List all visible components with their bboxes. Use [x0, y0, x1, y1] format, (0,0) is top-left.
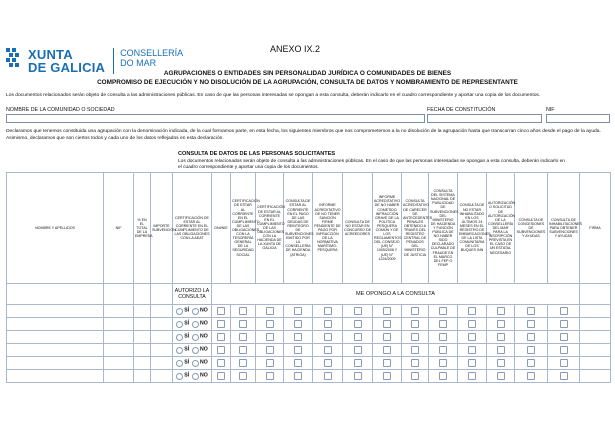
yes-radio[interactable]: [176, 360, 183, 367]
oppose-checkbox[interactable]: [468, 320, 476, 328]
yes-label: SÍ: [184, 372, 190, 379]
consult-section-title: CONSULTA DE DATOS DE LAS PERSONAS SOLICITANTES: [178, 151, 336, 157]
no-label: NO: [200, 346, 208, 353]
oppose-cell: [548, 357, 580, 370]
oppose-checkbox[interactable]: [439, 333, 447, 341]
oppose-checkbox[interactable]: [560, 320, 568, 328]
oppose-cell: [313, 318, 343, 331]
yes-radio[interactable]: [176, 373, 183, 380]
member-field-cell[interactable]: [134, 331, 151, 344]
oppose-cell: [313, 344, 343, 357]
oppose-checkbox[interactable]: [383, 333, 391, 341]
oppose-checkbox[interactable]: [411, 359, 419, 367]
member-field-cell[interactable]: [7, 357, 104, 370]
oppose-cell: [231, 344, 256, 357]
oppose-cell: [487, 344, 515, 357]
column-header: INFORME ACREDITATIVO DE NO TENER SANCIÓN FIRME PENDIENTE DE PAGO POR INFRACCIÓN DE LA NORMATIVA MARÍTIMO-PESQUERA: [313, 173, 343, 284]
oppose-cell: [487, 305, 515, 318]
oppose-checkbox[interactable]: [354, 346, 362, 354]
oppose-checkbox[interactable]: [217, 359, 225, 367]
oppose-checkbox[interactable]: [527, 372, 535, 380]
oppose-cell: [313, 357, 343, 370]
form-title: AGRUPACIONES O ENTIDADES SIN PERSONALIDAD JURÍDICA O COMUNIDADES DE BIENES: [163, 70, 452, 77]
oppose-cell: [313, 305, 343, 318]
oppose-cell: [231, 357, 256, 370]
oppose-cell: [343, 370, 373, 383]
oppose-checkbox[interactable]: [354, 320, 362, 328]
oppose-checkbox[interactable]: [239, 320, 247, 328]
oppose-checkbox[interactable]: [266, 307, 274, 315]
oppose-checkbox[interactable]: [497, 372, 505, 380]
oppose-cell: [256, 305, 284, 318]
form-subtitle: COMPROMISO DE EJECUCIÓN Y NO DISOLUCIÓN DE LA AGRUPACIÓN, CONSULTA DE DATOS Y NOMBRAMIENTO DE REPRESENTANTE: [97, 79, 518, 86]
no-label: NO: [200, 320, 208, 327]
oppose-checkbox[interactable]: [324, 346, 332, 354]
no-radio[interactable]: [192, 308, 199, 315]
oppose-cell: [343, 357, 373, 370]
column-header: NIF: [104, 173, 134, 284]
oppose-checkbox[interactable]: [560, 359, 568, 367]
oppose-cell: [212, 305, 231, 318]
logo-line-1: XUNTA: [28, 47, 73, 62]
member-field-cell[interactable]: [7, 305, 104, 318]
signature-cell[interactable]: [580, 370, 611, 383]
yes-no-group: [176, 308, 208, 314]
member-row: [7, 331, 611, 344]
oppose-checkbox[interactable]: [560, 333, 568, 341]
signature-cell[interactable]: [580, 305, 611, 318]
column-header: CONSULTA DE NO ESTAR INHABILITADO EN LOS ÚLTIMOS 24 MESES EN EL REGISTRO DE EMBARCACIONES DE LA LISTA COMUNITARIA DE LOS BUQUES INN: [458, 173, 487, 284]
constitution-date-label: FECHA DE CONSTITUCIÓN: [427, 107, 496, 113]
oppose-cell: [402, 344, 429, 357]
table-header-row: [7, 173, 611, 284]
member-field-cell[interactable]: [7, 331, 104, 344]
oppose-cell: [402, 357, 429, 370]
community-name-field[interactable]: [6, 114, 425, 123]
oppose-checkbox[interactable]: [383, 320, 391, 328]
oppose-checkbox[interactable]: [527, 346, 535, 354]
oppose-checkbox[interactable]: [439, 346, 447, 354]
member-field-cell[interactable]: [104, 370, 134, 383]
no-label: NO: [200, 372, 208, 379]
column-header: CONSULTA DE CONCESIONES DE SUBVENCIONES Y AYUDAS: [515, 173, 548, 284]
oppose-checkbox[interactable]: [497, 307, 505, 315]
oppose-cell: [373, 331, 402, 344]
consult-section-text: Los documentos relacionados serán objeto de consulta a las administraciones públicas. En el caso de que las personas interesadas se opongan a esta consulta, deberán indicarlo en el cuadro correspondiente y aportar una copia de los documentos.: [178, 159, 565, 171]
column-header: DNI/NIE: [212, 173, 231, 284]
oppose-checkbox[interactable]: [239, 346, 247, 354]
oppose-checkbox[interactable]: [439, 320, 447, 328]
oppose-cell: [256, 370, 284, 383]
column-header: CONSULTA ACREDITATIVO DE CARECER DE ANTECEDENTES PENALES OBTENIDO A TRAVÉS DEL REGISTRO CENTRAL DE PENADOS DEL MINISTERIO DE JUSTICIA: [402, 173, 429, 284]
member-field-cell[interactable]: [134, 318, 151, 331]
oppose-checkbox[interactable]: [527, 307, 535, 315]
yes-no-group: [176, 321, 208, 327]
oppose-checkbox[interactable]: [294, 333, 302, 341]
oppose-cell: [402, 318, 429, 331]
oppose-cell: [284, 370, 313, 383]
table-subheader-row: [7, 284, 611, 305]
declaration-text: Declaramos que tenemos constituida una agrupación con la denominación indicada, de la cual formamos parte, en esta fecha, los siguientes miembros que nos comprometemos a la no disolución de la agrupación hasta que transcurran cinco años desde el pago de la ayuda. Asimismo, declaramos que son ciertos todos y cada uno de los datos reflejados en esta declaración.: [6, 129, 601, 141]
member-field-cell[interactable]: [151, 318, 173, 331]
oppose-cell: [458, 370, 487, 383]
no-radio[interactable]: [192, 321, 199, 328]
oppose-checkbox[interactable]: [217, 346, 225, 354]
member-field-cell[interactable]: [7, 370, 104, 383]
yes-no-group: [176, 360, 208, 366]
column-header: CONSULTA DE ESTAR AL CORRIENTE EN EL PAGO DE LAS DEUDAS DE REINTEGRO DE SUBVENCIONES EMITIDO POR LA CONSELLERÍA DE HACIENDA (ATRIGA): [284, 173, 313, 284]
oppose-cell: [458, 305, 487, 318]
member-field-cell[interactable]: [134, 305, 151, 318]
oppose-cell: [284, 331, 313, 344]
oppose-checkbox[interactable]: [266, 372, 274, 380]
oppose-cell: [548, 370, 580, 383]
oppose-checkbox[interactable]: [497, 333, 505, 341]
constitution-date-field[interactable]: [427, 114, 542, 123]
oppose-cell: [231, 370, 256, 383]
oppose-cell: [515, 344, 548, 357]
no-radio[interactable]: [192, 360, 199, 367]
oppose-cell: [515, 305, 548, 318]
signature-cell[interactable]: [580, 331, 611, 344]
oppose-checkbox[interactable]: [324, 359, 332, 367]
oppose-cell: [487, 357, 515, 370]
oppose-cell: [515, 318, 548, 331]
oppose-cell: [343, 305, 373, 318]
oppose-cell: [429, 305, 458, 318]
oppose-checkbox[interactable]: [468, 307, 476, 315]
member-row: [7, 344, 611, 357]
column-header: NOMBRE Y APELLIDOS: [7, 173, 104, 284]
yes-radio[interactable]: [176, 334, 183, 341]
oppose-cell: [458, 318, 487, 331]
xunta-emblem-icon: [6, 48, 24, 70]
oppose-cell: [231, 318, 256, 331]
yes-no-group: [176, 334, 208, 340]
oppose-cell: [429, 370, 458, 383]
oppose-checkbox[interactable]: [497, 359, 505, 367]
oppose-cell: [231, 305, 256, 318]
oppose-checkbox[interactable]: [497, 346, 505, 354]
oppose-checkbox[interactable]: [294, 372, 302, 380]
column-header: INFORME ACREDITATIVO DE NO HABER COMETIDO INFRACCIÓN GRAVE DE LA POLÍTICA PESQUERA COMÚN Y DE LOS REGLAMENTOS DEL CONSEJO (UE) N° 1005/2008 Y (UE) N° 1224/2009: [373, 173, 402, 284]
member-field-cell[interactable]: [134, 357, 151, 370]
oppose-checkbox[interactable]: [324, 307, 332, 315]
member-field-cell[interactable]: [151, 357, 173, 370]
oppose-checkbox[interactable]: [411, 307, 419, 315]
authorize-yes-no: [173, 357, 212, 370]
signature-cell[interactable]: [580, 318, 611, 331]
oppose-cell: [402, 370, 429, 383]
oppose-checkbox[interactable]: [354, 359, 362, 367]
community-name-label: NOMBRE DE LA COMUNIDAD O SOCIEDAD: [6, 107, 115, 113]
signature-cell[interactable]: [580, 344, 611, 357]
oppose-checkbox[interactable]: [383, 359, 391, 367]
yes-radio[interactable]: [176, 347, 183, 354]
oppose-cell: [515, 331, 548, 344]
yes-label: SÍ: [184, 320, 190, 327]
column-header: CONSULTA DEL SISTEMA NACIONAL DE PUBLICIDAD DE SUBVENCIONES DEL MINISTERIO DE HACIENDA Y FUNCIÓN PÚBLICA DE NO HABER SIDO DECLARADO CULPABLE DE FRAUDE EN EL MARCO DEL FEP O FEMP: [429, 173, 458, 284]
oppose-checkbox[interactable]: [266, 320, 274, 328]
oppose-cell: [373, 357, 402, 370]
member-row: [7, 305, 611, 318]
member-field-cell[interactable]: [134, 370, 151, 383]
column-header: AUTORIZACIÓN O SOLICITUD DE AUTORIZACIÓN DE LA CONSELLERÍA DEL MAR PARA LA INSCRIPCIÓN PREVISTA EN EL CASO DE UN ESTATAL NECESARIO: [487, 173, 515, 284]
oppose-checkbox[interactable]: [239, 307, 247, 315]
members-table: [6, 172, 611, 383]
column-header: CERTIFICACIÓN DE ESTAR AL CORRIENTE EN EL CUMPLIMIENTO DE LAS OBLIGACIONES CON LA AEAT: [173, 173, 212, 284]
oppose-cell: [212, 370, 231, 383]
oppose-checkbox[interactable]: [560, 307, 568, 315]
yes-radio[interactable]: [176, 308, 183, 315]
oppose-cell: [284, 305, 313, 318]
oppose-checkbox[interactable]: [354, 372, 362, 380]
oppose-checkbox[interactable]: [527, 333, 535, 341]
oppose-checkbox[interactable]: [411, 346, 419, 354]
oppose-cell: [402, 305, 429, 318]
oppose-checkbox[interactable]: [468, 333, 476, 341]
oppose-cell: [231, 331, 256, 344]
member-field-cell[interactable]: [104, 318, 134, 331]
oppose-checkbox[interactable]: [354, 333, 362, 341]
oppose-cell: [548, 318, 580, 331]
member-field-cell[interactable]: [151, 370, 173, 383]
oppose-checkbox[interactable]: [266, 333, 274, 341]
member-field-cell[interactable]: [7, 344, 104, 357]
oppose-cell: [429, 357, 458, 370]
oppose-cell: [429, 344, 458, 357]
nif-label: NIF: [546, 107, 555, 113]
oppose-cell: [548, 331, 580, 344]
oppose-checkbox[interactable]: [411, 333, 419, 341]
department-line-2: DO MAR: [120, 58, 157, 68]
member-field-cell[interactable]: [7, 318, 104, 331]
oppose-checkbox[interactable]: [266, 359, 274, 367]
oppose-cell: [429, 331, 458, 344]
logo-line-2: DE GALICIA: [28, 60, 106, 75]
oppose-checkbox[interactable]: [324, 372, 332, 380]
member-field-cell[interactable]: [104, 357, 134, 370]
oppose-checkbox[interactable]: [468, 359, 476, 367]
oppose-cell: [373, 344, 402, 357]
authorize-yes-no: [173, 344, 212, 357]
oppose-cell: [515, 370, 548, 383]
yes-label: SÍ: [184, 333, 190, 340]
oppose-cell: [212, 357, 231, 370]
member-field-cell[interactable]: [151, 331, 173, 344]
no-label: NO: [200, 333, 208, 340]
oppose-checkbox[interactable]: [239, 359, 247, 367]
member-row: [7, 318, 611, 331]
oppose-consult-header: ME OPONGO A LA CONSULTA: [212, 284, 580, 305]
oppose-cell: [284, 318, 313, 331]
oppose-checkbox[interactable]: [324, 333, 332, 341]
column-header: % EN EL TOTAL DE LA EMPRESA: [134, 173, 151, 284]
oppose-checkbox[interactable]: [239, 372, 247, 380]
member-field-cell[interactable]: [151, 305, 173, 318]
member-field-cell[interactable]: [151, 344, 173, 357]
oppose-checkbox[interactable]: [383, 372, 391, 380]
yes-label: SÍ: [184, 307, 190, 314]
oppose-cell: [373, 370, 402, 383]
oppose-cell: [487, 331, 515, 344]
no-label: NO: [200, 307, 208, 314]
yes-no-group: [176, 347, 208, 353]
oppose-cell: [284, 357, 313, 370]
oppose-checkbox[interactable]: [217, 320, 225, 328]
member-row: [7, 357, 611, 370]
authorize-yes-no: [173, 370, 212, 383]
oppose-checkbox[interactable]: [383, 346, 391, 354]
oppose-cell: [487, 318, 515, 331]
oppose-checkbox[interactable]: [294, 307, 302, 315]
authorize-consult-header: AUTORIZO LA CONSULTA: [173, 284, 212, 305]
oppose-cell: [458, 331, 487, 344]
member-field-cell[interactable]: [104, 344, 134, 357]
member-field-cell[interactable]: [104, 305, 134, 318]
oppose-cell: [256, 318, 284, 331]
column-header: CONSULTA DE NO ESTAR EN CONCURSO DE ACREEDORES: [343, 173, 373, 284]
oppose-checkbox[interactable]: [468, 346, 476, 354]
oppose-cell: [313, 331, 343, 344]
oppose-checkbox[interactable]: [468, 372, 476, 380]
oppose-checkbox[interactable]: [294, 346, 302, 354]
oppose-checkbox[interactable]: [324, 320, 332, 328]
oppose-cell: [402, 331, 429, 344]
oppose-checkbox[interactable]: [527, 320, 535, 328]
authorize-yes-no: [173, 318, 212, 331]
department-line-1: CONSELLERÍA: [120, 48, 184, 58]
oppose-cell: [373, 318, 402, 331]
oppose-cell: [212, 331, 231, 344]
oppose-checkbox[interactable]: [217, 372, 225, 380]
yes-no-group: [176, 373, 208, 379]
column-header: IMPORTE SUBVENCIÓN: [151, 173, 173, 284]
no-label: NO: [200, 359, 208, 366]
oppose-checkbox[interactable]: [527, 359, 535, 367]
oppose-checkbox[interactable]: [383, 307, 391, 315]
oppose-checkbox[interactable]: [411, 372, 419, 380]
oppose-cell: [343, 331, 373, 344]
oppose-cell: [343, 344, 373, 357]
no-radio[interactable]: [192, 334, 199, 341]
oppose-cell: [256, 357, 284, 370]
oppose-checkbox[interactable]: [439, 307, 447, 315]
oppose-cell: [212, 318, 231, 331]
oppose-checkbox[interactable]: [560, 372, 568, 380]
oppose-checkbox[interactable]: [294, 359, 302, 367]
oppose-cell: [212, 344, 231, 357]
oppose-cell: [548, 344, 580, 357]
oppose-checkbox[interactable]: [411, 320, 419, 328]
oppose-cell: [373, 305, 402, 318]
column-header: CONSULTA DE INHABILITACIONES PARA OBTENER SUBVENCIONES Y AYUDAS: [548, 173, 580, 284]
oppose-checkbox[interactable]: [294, 320, 302, 328]
annex-label: ANEXO IX.2: [270, 44, 321, 54]
yes-label: SÍ: [184, 346, 190, 353]
oppose-checkbox[interactable]: [439, 372, 447, 380]
oppose-cell: [429, 318, 458, 331]
intro-text: Los documentos relacionados serán objeto de consulta a las administraciones públicas. En caso de que las personas interesadas se opongan a esta consulta, deberán indicarlo en el cuadro correspondiente y aportar una copia de los documentos.: [6, 93, 541, 98]
column-header: CERTIFICACIÓN DE ESTAR AL CORRIENTE EN EL CUMPLIMIENTO DE LAS OBLIGACIONES CON LA HACIENDA DE LA XUNTA DE GALICIA: [256, 173, 284, 284]
oppose-checkbox[interactable]: [354, 307, 362, 315]
oppose-cell: [343, 318, 373, 331]
oppose-checkbox[interactable]: [560, 346, 568, 354]
oppose-checkbox[interactable]: [266, 346, 274, 354]
oppose-checkbox[interactable]: [439, 359, 447, 367]
oppose-cell: [284, 344, 313, 357]
oppose-cell: [548, 305, 580, 318]
no-radio[interactable]: [192, 373, 199, 380]
oppose-cell: [256, 331, 284, 344]
oppose-checkbox[interactable]: [239, 333, 247, 341]
authorize-yes-no: [173, 331, 212, 344]
oppose-checkbox[interactable]: [217, 307, 225, 315]
member-row: [7, 370, 611, 383]
oppose-cell: [458, 357, 487, 370]
oppose-cell: [458, 344, 487, 357]
oppose-cell: [487, 370, 515, 383]
oppose-cell: [515, 357, 548, 370]
signature-cell[interactable]: [580, 357, 611, 370]
oppose-checkbox[interactable]: [497, 320, 505, 328]
oppose-checkbox[interactable]: [217, 333, 225, 341]
oppose-cell: [313, 370, 343, 383]
oppose-cell: [256, 344, 284, 357]
member-field-cell[interactable]: [104, 331, 134, 344]
column-header: FIRMA: [580, 173, 611, 284]
yes-radio[interactable]: [176, 321, 183, 328]
nif-field[interactable]: [546, 114, 610, 123]
authorize-yes-no: [173, 305, 212, 318]
yes-label: SÍ: [184, 359, 190, 366]
no-radio[interactable]: [192, 347, 199, 354]
member-field-cell[interactable]: [134, 344, 151, 357]
column-header: CERTIFICACIÓN DE ESTAR AL CORRIENTE EN EL CUMPLIMIENTO DE LAS OBLIGACIONES CON LA TESORERÍA GENERAL DE LA SEGURIDAD SOCIAL: [231, 173, 256, 284]
